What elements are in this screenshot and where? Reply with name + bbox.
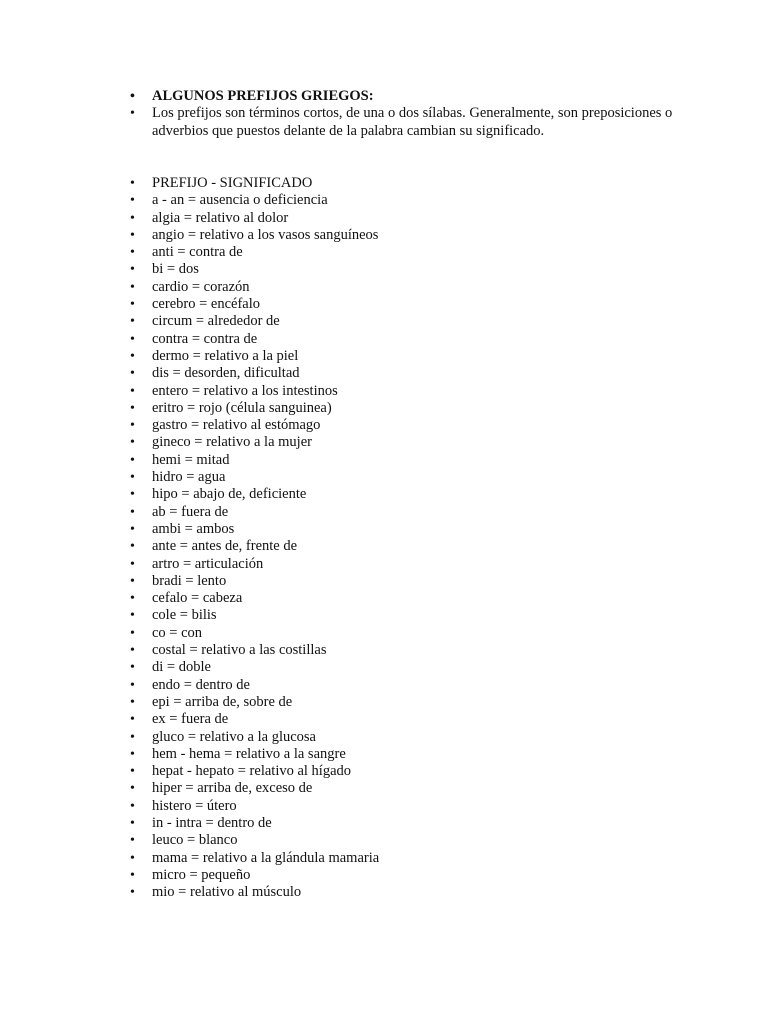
prefix-item: • gluco = relativo a la glucosa: [130, 729, 379, 746]
prefix-item: • gastro = relativo al estómago: [130, 417, 379, 434]
prefix-item: • algia = relativo al dolor: [130, 210, 379, 227]
prefix-item: • endo = dentro de: [130, 677, 379, 694]
prefix-item: • dermo = relativo a la piel: [130, 348, 379, 365]
prefix-item: • in - intra = dentro de: [130, 815, 379, 832]
prefix-item: • mio = relativo al músculo: [130, 884, 379, 901]
prefix-item: • anti = contra de: [130, 244, 379, 261]
prefix-item: • costal = relativo a las costillas: [130, 642, 379, 659]
prefix-item: • bi = dos: [130, 261, 379, 278]
intro-description: • Los prefijos son términos cortos, de una o dos sílabas. Generalmente, son preposiciones o adverbios que puestos delante de la palabra cambian su significado.: [130, 105, 690, 140]
prefix-item: • ambi = ambos: [130, 521, 379, 538]
prefix-item: • artro = articulación: [130, 556, 379, 573]
prefix-item: • co = con: [130, 625, 379, 642]
prefix-item: • ab = fuera de: [130, 504, 379, 521]
list-header: • PREFIJO - SIGNIFICADO: [130, 175, 379, 192]
prefix-item: • dis = desorden, dificultad: [130, 365, 379, 382]
prefix-item: • entero = relativo a los intestinos: [130, 383, 379, 400]
prefix-item: • hepat - hepato = relativo al hígado: [130, 763, 379, 780]
prefix-item: • hemi = mitad: [130, 452, 379, 469]
prefix-item: • di = doble: [130, 659, 379, 676]
prefix-item: • epi = arriba de, sobre de: [130, 694, 379, 711]
prefix-item: • mama = relativo a la glándula mamaria: [130, 850, 379, 867]
prefix-item: • eritro = rojo (célula sanguinea): [130, 400, 379, 417]
prefix-item: • circum = alrededor de: [130, 313, 379, 330]
prefix-item: • cefalo = cabeza: [130, 590, 379, 607]
prefix-item: • cardio = corazón: [130, 279, 379, 296]
prefix-item: • cerebro = encéfalo: [130, 296, 379, 313]
prefix-item: • cole = bilis: [130, 607, 379, 624]
prefix-item: • hidro = agua: [130, 469, 379, 486]
prefix-list: [130, 175, 379, 901]
prefix-item: • hiper = arriba de, exceso de: [130, 780, 379, 797]
prefix-item: • ex = fuera de: [130, 711, 379, 728]
prefix-item: • angio = relativo a los vasos sanguíneos: [130, 227, 379, 244]
prefix-item: • contra = contra de: [130, 331, 379, 348]
prefix-item: • leuco = blanco: [130, 832, 379, 849]
prefix-item: • ante = antes de, frente de: [130, 538, 379, 555]
prefix-item: • hem - hema = relativo a la sangre: [130, 746, 379, 763]
prefix-item: • hipo = abajo de, deficiente: [130, 486, 379, 503]
prefix-item: • bradi = lento: [130, 573, 379, 590]
prefix-item: • a - an = ausencia o deficiencia: [130, 192, 379, 209]
prefix-item: • micro = pequeño: [130, 867, 379, 884]
section-heading: • ALGUNOS PREFIJOS GRIEGOS:: [130, 88, 690, 105]
intro-list: [130, 88, 690, 140]
prefix-item: • gineco = relativo a la mujer: [130, 434, 379, 451]
prefix-item: • histero = útero: [130, 798, 379, 815]
